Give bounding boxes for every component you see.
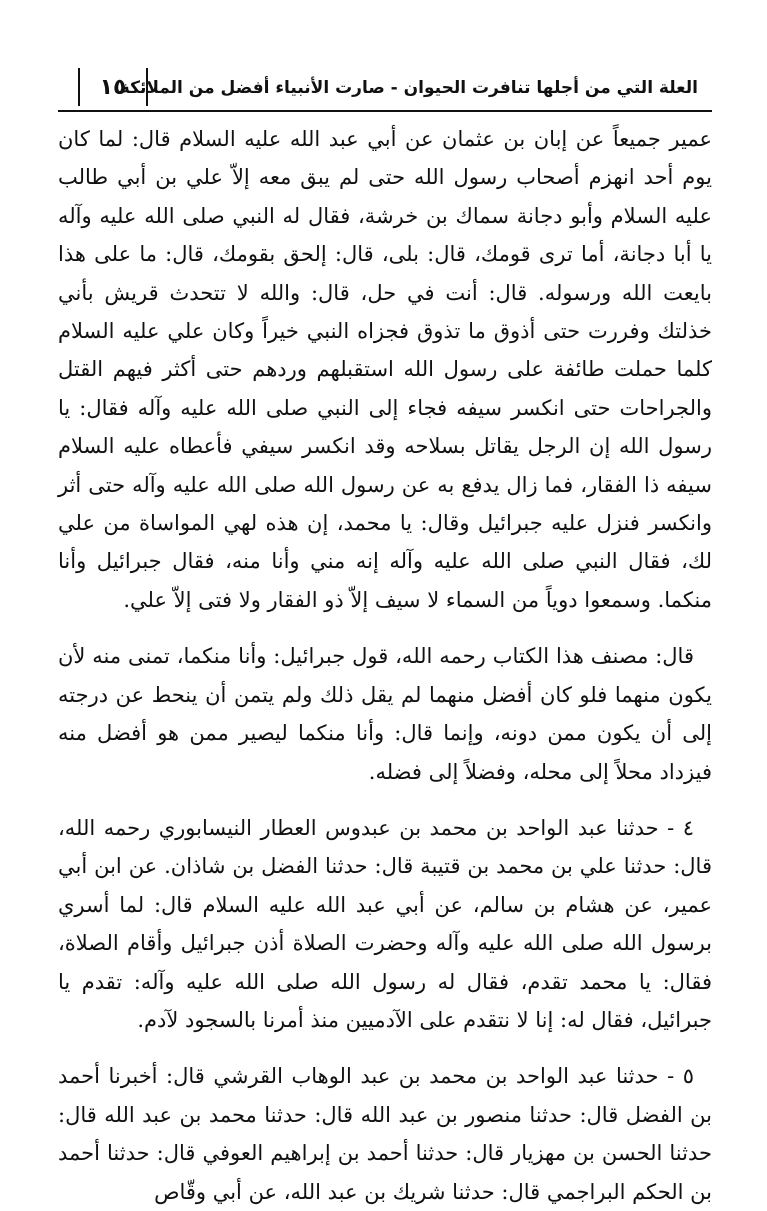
paragraph-hadith-5: ٥ - حدثنا عبد الواحد بن محمد بن عبد الوهاب القرشي قال: أخبرنا أحمد بن الفضل قال: حدثنا منصور بن عبد الله قال: حدثنا محمد بن عبد الله قال: حدثنا الحسن بن مهزيار قال: حدثنا أحمد بن إبراهيم العوفي قال: حدثنا أحمد بن الحكم البراجمي قال: حدثنا شريك بن عبد الله، عن أبي وقّاص (58, 1064, 712, 1204)
page-header (58, 62, 712, 112)
paragraph-author-comment: قال: مصنف هذا الكتاب رحمه الله، قول جبرائيل: وأنا منكما، تمنى منه لأن يكون منهما فلو كان أفضل منهما لم يقل ذلك ولم يتمن أن ينحط عن درجته إلى أن يكون ممن دونه، وإنما قال: وأنا منكما ليصير ممن هو أفضل منه فيزداد محلاً إلى محله، وفضلاً إلى فضله. (58, 644, 712, 784)
book-page (58, 62, 712, 1204)
paragraph-hadith-4: ٤ - حدثنا عبد الواحد بن محمد بن عبدوس العطار النيسابوري رحمه الله، قال: حدثنا علي بن محمد بن قتيبة قال: حدثنا الفضل بن شاذان. عن ابن أبي عمير، عن هشام بن سالم، عن أبي عبد الله عليه السلام قال: لما أسري برسول الله صلى الله عليه وآله وحضرت الصلاة أذن جبرائيل وأقام الصلاة، فقال: يا محمد تقدم، فقال له رسول الله صلى الله عليه وآله: تقدم يا جبرائيل، فقال له: إنا لا نتقدم على الآدميين منذ أمرنا بالسجود لآدم. (58, 815, 712, 1032)
paragraph-hadith-3-continued: عمير جميعاً عن إبان بن عثمان عن أبي عبد الله عليه السلام قال: لما كان يوم أحد انهزم أصحاب رسول الله حتى لم يبق معه إلاّ علي بن أبي طالب عليه السلام وأبو دجانة سماك بن خرشة، فقال له النبي صلى الله عليه وآله يا أبا دجانة، أما ترى قومك، قال: بلى، قال: إلحق بقومك، قال: ما على هذا بايعت الله ورسوله. قال: أنت في حل، قال: والله لا تتحدث قريش بأني خذلتك وفررت حتى أذوق ما تذوق فجزاه النبي خيراً وكان علي عليه السلام كلما حملت طائفة على رسول الله استقبلهم وردهم حتى أكثر فيهم القتل والجراحات حتى انكسر سيفه فجاء إلى النبي صلى الله عليه وآله فقال: يا رسول الله إن الرجل يقاتل بسلاحه وقد انكسر سيفي فأعطاه عليه السلام سيفه ذا الفقار، فما زال يدفع به عن رسول الله صلى الله عليه وآله حتى أثر وانكسر فنزل عليه جبرائيل وقال: يا محمد، إن هذه لهي المواساة من علي لك، فقال النبي صلى الله عليه وآله إنه مني وأنا منه، فقال جبرائيل وأنا منكما. وسمعوا دوياً من السماء لا سيف إلاّ ذو الفقار ولا فتى إلاّ علي. (58, 127, 712, 612)
running-title: العلة التي من أجلها تنافرت الحيوان - صارت الأنبياء أفضل من الملائكة (119, 78, 698, 98)
body-text (58, 112, 712, 1211)
page-number: ١٥ (78, 68, 148, 106)
